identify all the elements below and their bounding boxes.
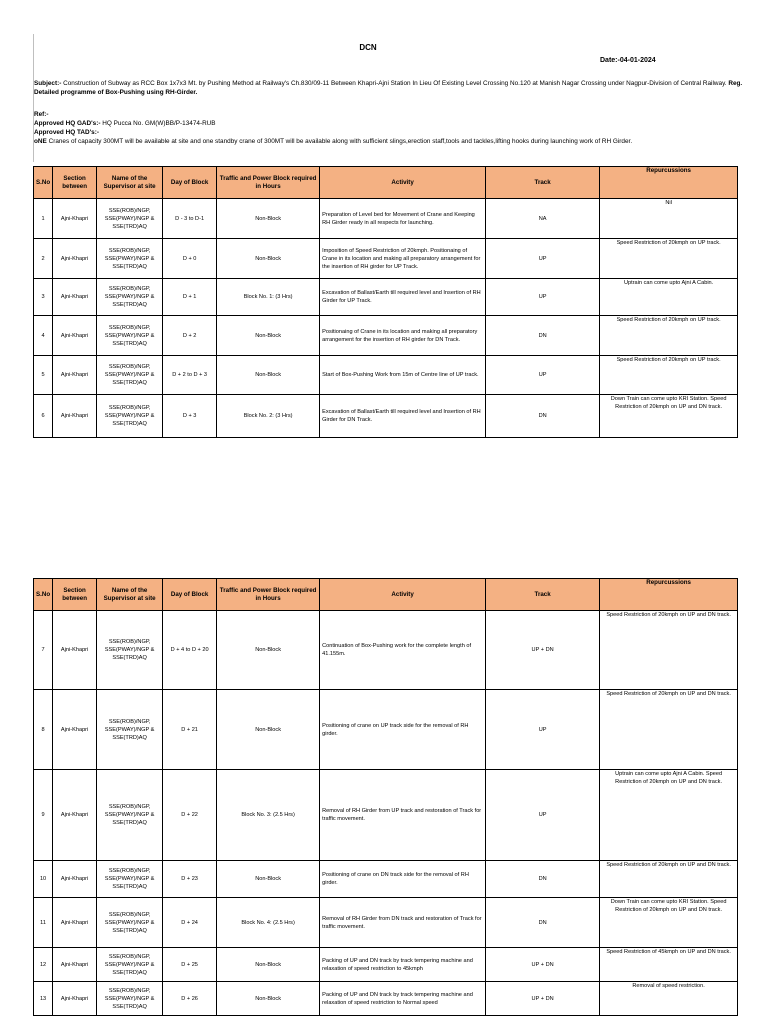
cell-activity: Preparation of Level bed for Movement of Crane and Keeping RH Girder ready in all respects for launching. bbox=[320, 199, 486, 239]
cell-repercussions: Speed Restriction of 20kmph on UP track. bbox=[600, 316, 738, 356]
cell-block: Block No. 2: (3 Hrs) bbox=[217, 395, 320, 438]
cell-supervisor: SSE(ROB)/NGP, SSE(PWAY)/NGP & SSE(TRD)AQ bbox=[97, 611, 163, 690]
cell-track: NA bbox=[486, 199, 600, 239]
cell-day: D + 1 bbox=[163, 279, 217, 316]
cell-activity: Packing of UP and DN track by track tempering machine and relaxation of speed restriction to 45kmph bbox=[320, 948, 486, 982]
cell-sno: 5 bbox=[34, 356, 53, 395]
gad-label: Approved HQ GAD's:- bbox=[34, 120, 101, 127]
cell-day: D + 23 bbox=[163, 861, 217, 898]
cell-block: Non-Block bbox=[217, 861, 320, 898]
cell-track: UP bbox=[486, 770, 600, 861]
header-block: Traffic and Power Block required in Hours bbox=[217, 167, 320, 199]
document-title: DCN bbox=[359, 43, 377, 52]
cell-repercussions: Speed Restriction of 20kmph on UP track. bbox=[600, 356, 738, 395]
cell-block: Non-Block bbox=[217, 239, 320, 279]
cell-section: Ajni-Khapri bbox=[53, 239, 97, 279]
cell-track: UP bbox=[486, 356, 600, 395]
cell-track: DN bbox=[486, 316, 600, 356]
cell-supervisor: SSE(ROB)/NGP, SSE(PWAY)/NGP & SSE(TRD)AQ bbox=[97, 770, 163, 861]
cell-activity: Positioning of crane on UP track side for the removal of RH girder. bbox=[320, 690, 486, 770]
header-track: Track bbox=[486, 579, 600, 611]
cell-day: D + 26 bbox=[163, 982, 217, 1016]
subject-label: Subject:- bbox=[34, 80, 62, 87]
cell-block: Non-Block bbox=[217, 199, 320, 239]
table-row bbox=[34, 690, 738, 770]
cell-sno: 6 bbox=[34, 395, 53, 438]
header-activity: Activity bbox=[320, 579, 486, 611]
cell-day: D - 3 to D-1 bbox=[163, 199, 217, 239]
cell-track: UP bbox=[486, 279, 600, 316]
crane-paragraph bbox=[34, 138, 754, 147]
block-programme-table-part-2 bbox=[33, 578, 738, 1016]
document-date: Date:-04-01-2024 bbox=[600, 57, 656, 64]
cell-repercussions: Speed Restriction of 20kmph on UP track. bbox=[600, 239, 738, 279]
tad-label: Approved HQ TAD's:- bbox=[34, 129, 99, 136]
cell-day: D + 2 to D + 3 bbox=[163, 356, 217, 395]
cell-sno: 4 bbox=[34, 316, 53, 356]
cell-track: UP + DN bbox=[486, 948, 600, 982]
cell-supervisor: SSE(ROB)/NGP, SSE(PWAY)/NGP & SSE(TRD)AQ bbox=[97, 982, 163, 1016]
cell-activity: Continuation of Box-Pushing work for the complete length of 41.155m. bbox=[320, 611, 486, 690]
cell-block: Non-Block bbox=[217, 611, 320, 690]
cell-activity: Excavation of Ballast/Earth till required level and Insertion of RH Girder for UP Track. bbox=[320, 279, 486, 316]
table-row bbox=[34, 279, 738, 316]
table-row bbox=[34, 982, 738, 1016]
cell-track: UP + DN bbox=[486, 982, 600, 1016]
table-row bbox=[34, 898, 738, 948]
table-row bbox=[34, 316, 738, 356]
cell-track: DN bbox=[486, 395, 600, 438]
cell-supervisor: SSE(ROB)/NGP, SSE(PWAY)/NGP & SSE(TRD)AQ bbox=[97, 898, 163, 948]
cell-activity: Positionaing of Crane in its location and making all preparatory arrangement for the insertion of RH girder for DN Track. bbox=[320, 316, 486, 356]
cell-block: Non-Block bbox=[217, 948, 320, 982]
table-header-row bbox=[34, 579, 738, 611]
cell-repercussions: Speed Restriction of 20kmph on UP and DN track. bbox=[600, 690, 738, 770]
cell-repercussions: Uptrain can come upto Ajni A Cabin. Speed Restriction of 20kmph on UP and DN track. bbox=[600, 770, 738, 861]
cell-supervisor: SSE(ROB)/NGP, SSE(PWAY)/NGP & SSE(TRD)AQ bbox=[97, 316, 163, 356]
cell-sno: 8 bbox=[34, 690, 53, 770]
cell-section: Ajni-Khapri bbox=[53, 898, 97, 948]
cell-repercussions: Down Train can come upto KRI Station. Speed Restriction of 20kmph on UP and DN track. bbox=[600, 898, 738, 948]
cell-day: D + 3 bbox=[163, 395, 217, 438]
cell-block: Block No. 4: (2.5 Hrs) bbox=[217, 898, 320, 948]
cell-section: Ajni-Khapri bbox=[53, 395, 97, 438]
gad-line bbox=[34, 120, 754, 129]
table-row bbox=[34, 356, 738, 395]
cell-sno: 9 bbox=[34, 770, 53, 861]
cell-repercussions: Removal of speed restriction. bbox=[600, 982, 738, 1016]
cell-day: D + 0 bbox=[163, 239, 217, 279]
subject-bold-tail: Reg. Detailed programme of Box-Pushing using RH-Girder. bbox=[34, 80, 743, 96]
cell-block: Non-Block bbox=[217, 982, 320, 1016]
header-repercussions: Repurcussions bbox=[600, 579, 738, 611]
cell-section: Ajni-Khapri bbox=[53, 982, 97, 1016]
table-header-row bbox=[34, 167, 738, 199]
cell-day: D + 24 bbox=[163, 898, 217, 948]
cell-block: Block No. 3: (2.5 Hrs) bbox=[217, 770, 320, 861]
crane-bold: oNE bbox=[34, 138, 47, 145]
cell-section: Ajni-Khapri bbox=[53, 611, 97, 690]
cell-supervisor: SSE(ROB)/NGP, SSE(PWAY)/NGP & SSE(TRD)AQ bbox=[97, 279, 163, 316]
table-row bbox=[34, 239, 738, 279]
cell-day: D + 22 bbox=[163, 770, 217, 861]
cell-activity: Removal of RH Girder from DN track and restoration of Track for traffic movement. bbox=[320, 898, 486, 948]
cell-activity: Start of Box-Pushing Work from 15m of Centre line of UP track. bbox=[320, 356, 486, 395]
header-track: Track bbox=[486, 167, 600, 199]
cell-block: Non-Block bbox=[217, 690, 320, 770]
header-sno: S.No bbox=[34, 167, 53, 199]
cell-supervisor: SSE(ROB)/NGP, SSE(PWAY)/NGP & SSE(TRD)AQ bbox=[97, 356, 163, 395]
cell-section: Ajni-Khapri bbox=[53, 356, 97, 395]
cell-repercussions: Uptrain can come upto Ajni A Cabin. bbox=[600, 279, 738, 316]
cell-sno: 10 bbox=[34, 861, 53, 898]
cell-track: UP bbox=[486, 690, 600, 770]
cell-track: DN bbox=[486, 898, 600, 948]
cell-repercussions: Speed Restriction of 45kmph on UP and DN track. bbox=[600, 948, 738, 982]
cell-activity: Packing of UP and DN track by track tempering machine and relaxation of speed restriction to Normal speed bbox=[320, 982, 486, 1016]
header-day: Day of Block bbox=[163, 167, 217, 199]
cell-day: D + 2 bbox=[163, 316, 217, 356]
block-programme-table-part-1 bbox=[33, 166, 738, 438]
cell-sno: 12 bbox=[34, 948, 53, 982]
header-sno: S.No bbox=[34, 579, 53, 611]
cell-section: Ajni-Khapri bbox=[53, 279, 97, 316]
subject-paragraph bbox=[34, 79, 754, 97]
cell-block: Non-Block bbox=[217, 316, 320, 356]
table-row bbox=[34, 395, 738, 438]
table-row bbox=[34, 948, 738, 982]
cell-repercussions: Speed Restriction of 20kmph on UP and DN track. bbox=[600, 611, 738, 690]
cell-section: Ajni-Khapri bbox=[53, 770, 97, 861]
cell-activity: Imposition of Speed Restriction of 20kmph. Positionaing of Crane in its location and making all preparatory arrangement for the insertion of RH girder for UP Track. bbox=[320, 239, 486, 279]
header-supervisor: Name of the Supervisor at site bbox=[97, 579, 163, 611]
header-day: Day of Block bbox=[163, 579, 217, 611]
cell-activity: Removal of RH Girder from UP track and restoration of Track for traffic movement. bbox=[320, 770, 486, 861]
cell-sno: 13 bbox=[34, 982, 53, 1016]
cell-sno: 11 bbox=[34, 898, 53, 948]
cell-repercussions: Down Train can come upto KRI Station. Speed Restriction of 20kmph on UP and DN track. bbox=[600, 395, 738, 438]
header-activity: Activity bbox=[320, 167, 486, 199]
header-block: Traffic and Power Block required in Hours bbox=[217, 579, 320, 611]
header-section: Section between bbox=[53, 579, 97, 611]
cell-section: Ajni-Khapri bbox=[53, 861, 97, 898]
table-row bbox=[34, 861, 738, 898]
cell-supervisor: SSE(ROB)/NGP, SSE(PWAY)/NGP & SSE(TRD)AQ bbox=[97, 395, 163, 438]
header-repercussions: Repurcussions bbox=[600, 167, 738, 199]
ref-label: Ref:- bbox=[34, 111, 49, 118]
cell-activity: Positioning of crane on DN track side for the removal of RH girder. bbox=[320, 861, 486, 898]
cell-section: Ajni-Khapri bbox=[53, 316, 97, 356]
cell-track: DN bbox=[486, 861, 600, 898]
header-supervisor: Name of the Supervisor at site bbox=[97, 167, 163, 199]
table-row bbox=[34, 199, 738, 239]
cell-sno: 7 bbox=[34, 611, 53, 690]
cell-section: Ajni-Khapri bbox=[53, 690, 97, 770]
cell-sno: 2 bbox=[34, 239, 53, 279]
table-row bbox=[34, 770, 738, 861]
cell-day: D + 4 to D + 20 bbox=[163, 611, 217, 690]
subject-text: Construction of Subway as RCC Box 1x7x3 Mt. by Pushing Method at Railway's Ch.830/09-11 Between Khapri-Ajni Station In Lieu Of Existing Level Crossing No.120 at Manish Nagar Crossing under Nagpur-Division of Central Railway. bbox=[61, 80, 729, 87]
table-row bbox=[34, 611, 738, 690]
cell-supervisor: SSE(ROB)/NGP, SSE(PWAY)/NGP & SSE(TRD)AQ bbox=[97, 690, 163, 770]
cell-track: UP bbox=[486, 239, 600, 279]
cell-repercussions: Speed Restriction of 20kmph on UP and DN track. bbox=[600, 861, 738, 898]
cell-sno: 1 bbox=[34, 199, 53, 239]
cell-supervisor: SSE(ROB)/NGP, SSE(PWAY)/NGP & SSE(TRD)AQ bbox=[97, 861, 163, 898]
cell-repercussions: Nil bbox=[600, 199, 738, 239]
cell-block: Non-Block bbox=[217, 356, 320, 395]
crane-text: Cranes of capacity 300MT will be available at site and one standby crane of 300MT will be available along with sufficient slings,erection staff,tools and tackles,lifting hooks during launching work of RH Girder. bbox=[46, 138, 633, 145]
cell-day: D + 25 bbox=[163, 948, 217, 982]
cell-day: D + 21 bbox=[163, 690, 217, 770]
header-section: Section between bbox=[53, 167, 97, 199]
cell-sno: 3 bbox=[34, 279, 53, 316]
cell-section: Ajni-Khapri bbox=[53, 199, 97, 239]
cell-supervisor: SSE(ROB)/NGP, SSE(PWAY)/NGP & SSE(TRD)AQ bbox=[97, 948, 163, 982]
cell-activity: Excavation of Ballast/Earth till required level and Insertion of RH Girder for DN Track. bbox=[320, 395, 486, 438]
cell-section: Ajni-Khapri bbox=[53, 948, 97, 982]
gad-value: HQ Pucca No. GM(W)BB/P-13474-RUB bbox=[100, 120, 216, 127]
cell-supervisor: SSE(ROB)/NGP, SSE(PWAY)/NGP & SSE(TRD)AQ bbox=[97, 199, 163, 239]
cell-track: UP + DN bbox=[486, 611, 600, 690]
cell-supervisor: SSE(ROB)/NGP, SSE(PWAY)/NGP & SSE(TRD)AQ bbox=[97, 239, 163, 279]
cell-block: Block No. 1: (3 Hrs) bbox=[217, 279, 320, 316]
